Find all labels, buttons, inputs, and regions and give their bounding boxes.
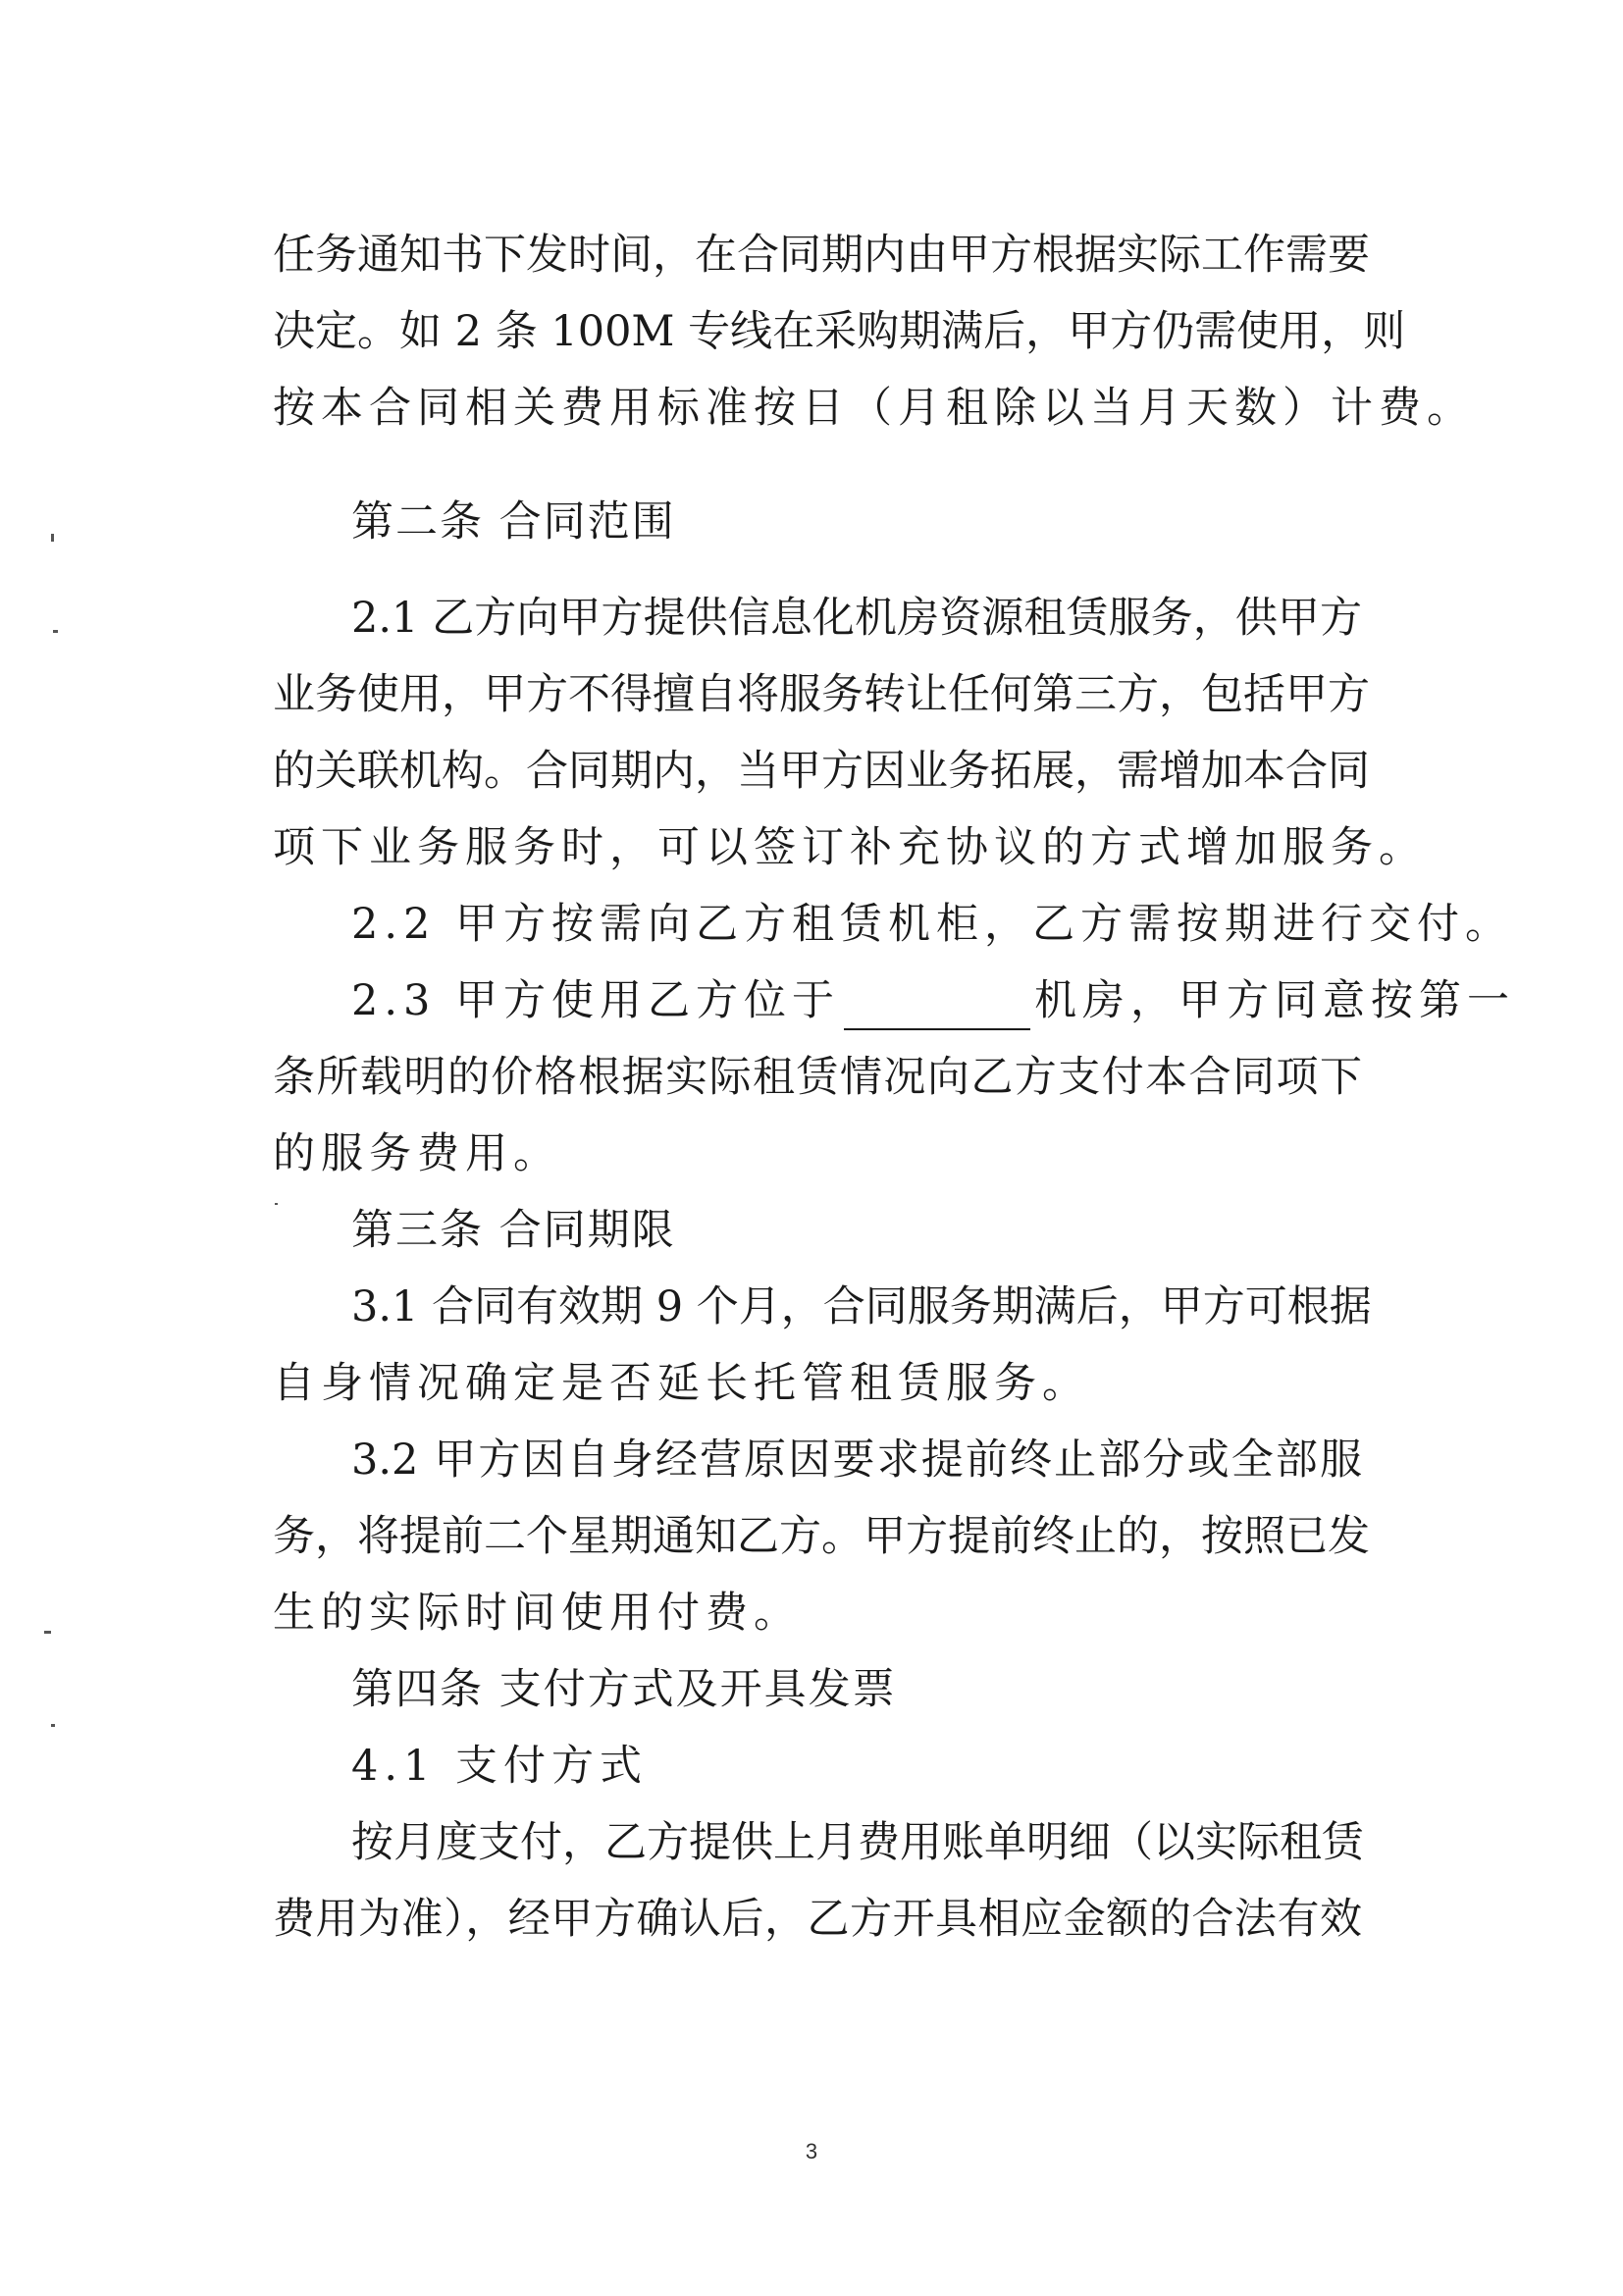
scan-speck — [44, 1631, 51, 1634]
scan-speck — [51, 1724, 55, 1727]
paragraph-line: 任务通知书下发时间，在合同期内由甲方根据实际工作需要 — [273, 231, 1370, 280]
paragraph-line: 务，将提前二个星期通知乙方。甲方提前终止的，按照已发 — [273, 1512, 1370, 1561]
paragraph-line: 按月度支付，乙方提供上月费用账单明细（以实际租赁 — [351, 1818, 1364, 1867]
paragraph-line: 生的实际时间使用付费。 — [273, 1589, 802, 1638]
paragraph-line: 3.1 合同有效期 9 个月，合同服务期满后，甲方可根据 — [351, 1282, 1372, 1331]
clause-text: 2.3 甲方使用乙方位于 — [351, 976, 841, 1025]
page-number: 3 — [805, 2139, 818, 2164]
section-heading-2: 第二条 合同范围 — [351, 497, 676, 547]
scan-speck — [51, 534, 54, 542]
paragraph-line: 项下业务服务时，可以签订补充协议的方式增加服务。 — [273, 823, 1427, 872]
paragraph-line: 自身情况确定是否延长托管租赁服务。 — [273, 1359, 1090, 1408]
clause-text: 机房，甲方同意按第一 — [1034, 976, 1516, 1025]
paragraph-line: 2.1 乙方向甲方提供信息化机房资源租赁服务，供甲方 — [351, 594, 1362, 643]
fill-in-blank — [844, 985, 1030, 1030]
scan-speck — [53, 630, 58, 633]
paragraph-line: 的服务费用。 — [273, 1129, 561, 1178]
paragraph-line: 的关联机构。合同期内，当甲方因业务拓展，需增加本合同 — [273, 747, 1370, 796]
paragraph-line: 2.2 甲方按需向乙方租赁机柜，乙方需按期进行交付。 — [351, 900, 1514, 949]
scan-speck — [275, 1203, 278, 1205]
paragraph-line: 决定。如 2 条 100M 专线在采购期满后，甲方仍需使用，则 — [273, 307, 1406, 356]
paragraph-line-with-blank — [273, 971, 1516, 1030]
paragraph-line: 条所载明的价格根据实际租赁情况向乙方支付本合同项下 — [273, 1053, 1362, 1102]
section-heading-3: 第三条 合同期限 — [351, 1206, 676, 1255]
paragraph-line: 费用为准），经甲方确认后，乙方开具相应金额的合法有效 — [273, 1895, 1362, 1944]
paragraph-line: 按本合同相关费用标准按日（月租除以当月天数）计费。 — [273, 384, 1475, 433]
paragraph-line: 3.2 甲方因自身经营原因要求提前终止部分或全部服 — [351, 1435, 1362, 1485]
paragraph-line: 业务使用，甲方不得擅自将服务转让任何第三方，包括甲方 — [273, 670, 1370, 719]
section-heading-4: 第四条 支付方式及开具发票 — [351, 1665, 897, 1714]
subsection-heading: 4.1 支付方式 — [351, 1742, 649, 1791]
